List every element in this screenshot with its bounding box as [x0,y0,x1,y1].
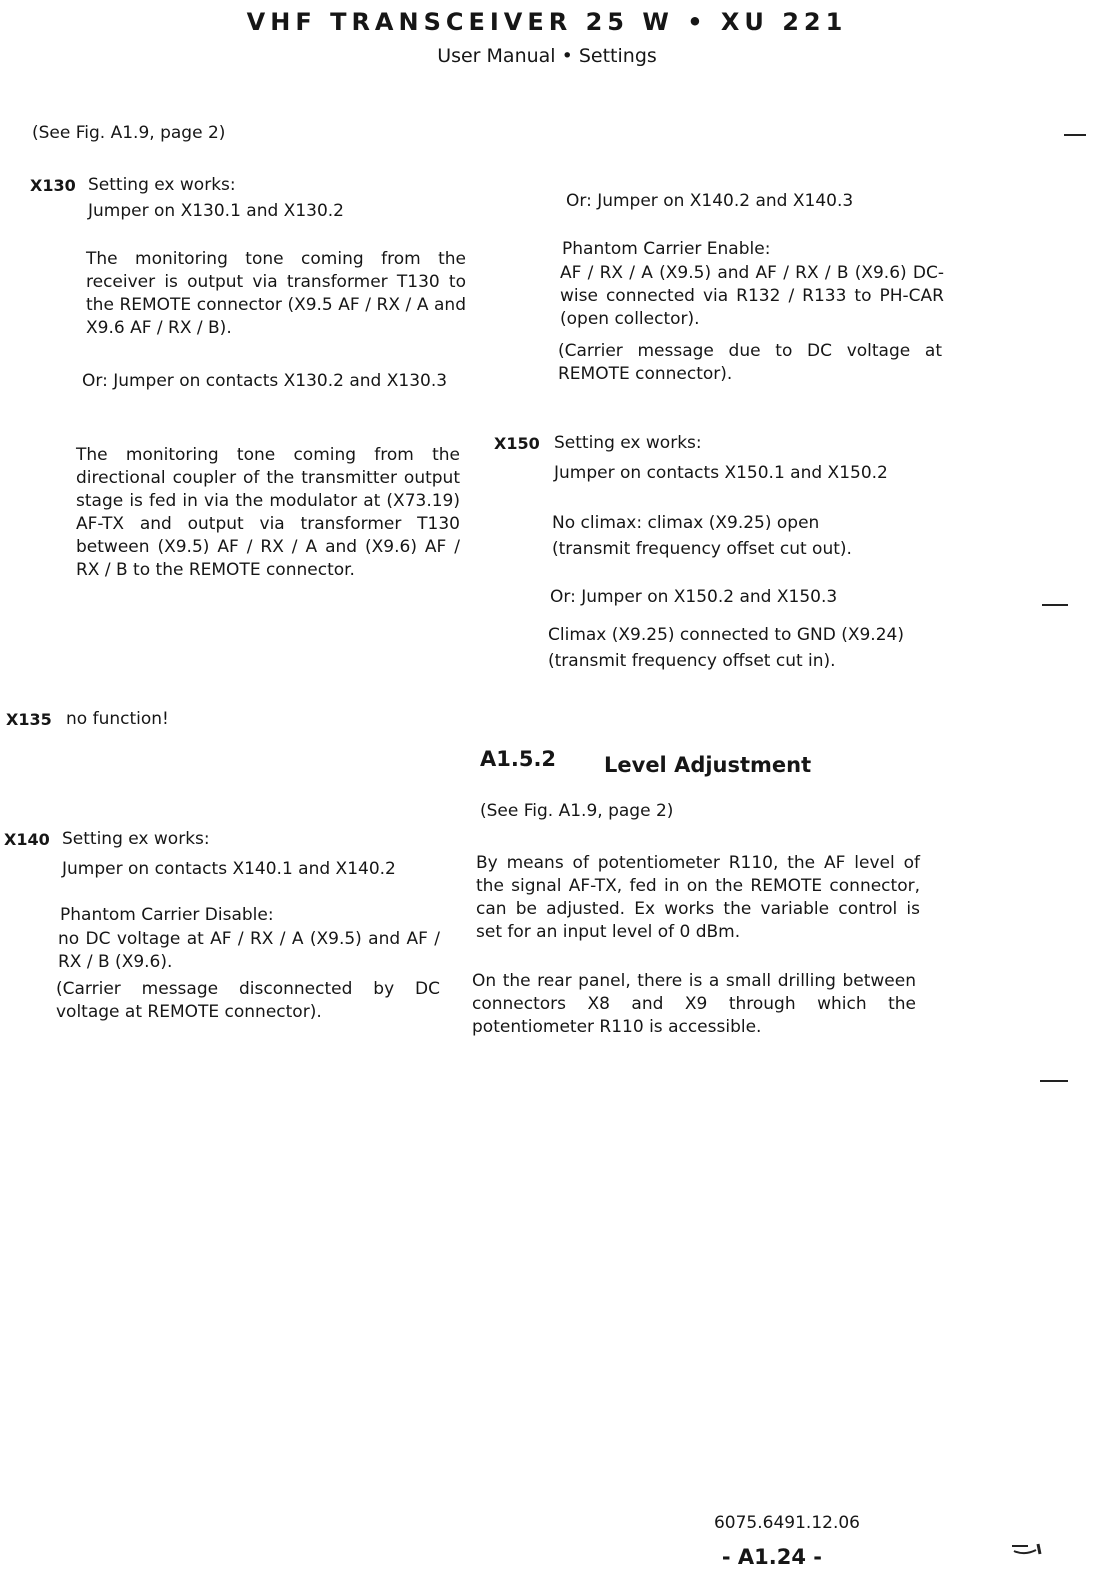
x140-phantom-enable-head: Phantom Carrier Enable: [562,239,771,259]
x130-jumper-line: Jumper on X130.1 and X130.2 [88,201,344,221]
x140-enable-paragraph-1: AF / RX / A (X9.5) and AF / RX / B (X9.6) DC-wise connected via R132 / R133 to PH-CAR (open collector). [560,263,944,329]
x140-phantom-head: Phantom Carrier Disable: [60,905,274,925]
section-paragraph-2: On the rear panel, there is a small drilling between connectors X8 and X9 through which the potentiometer R110 is accessible. [472,971,916,1037]
x150-jumper-line: Jumper on contacts X150.1 and X150.2 [554,463,888,483]
x130-paragraph-2: Or: Jumper on contacts X130.2 and X130.3 [82,371,448,391]
section-title: Level Adjustment [604,753,812,777]
x140-enable-paragraph-2: (Carrier message due to DC voltage at REMOTE connector). [558,341,942,384]
section-paragraph-1: By means of potentiometer R110, the AF level of the signal AF-TX, fed in on the REMOTE connector, can be adjusted. Ex works the variable control is set for an input level of 0 dBm. [476,853,920,942]
x150-paragraph-3b: (transmit frequency offset cut in). [548,651,836,671]
x140-jumper-line: Jumper on contacts X140.1 and X140.2 [62,859,396,879]
x130-tag: X130 [30,176,76,195]
x150-paragraph-1: No climax: climax (X9.25) open [552,513,820,533]
corner-mark [1010,1540,1044,1554]
document-subtitle: User Manual • Settings [437,45,657,67]
x130-paragraph-3: The monitoring tone coming from the directional coupler of the transmitter output stage is fed in via the modulator at (X73.19) AF-TX and output via transformer T130 between (X9.5) AF / RX / A and (X9.6) AF / RX / B to the REMOTE connector. [76,445,460,580]
section-number: A1.5.2 [480,747,557,771]
x140-setting-line: Setting ex works: [62,829,210,849]
x150-setting-line: Setting ex works: [554,433,702,453]
x140-paragraph-2: (Carrier message disconnected by DC voltage at REMOTE connector). [56,979,440,1022]
left-intro: (See Fig. A1.9, page 2) [32,123,226,143]
x150-paragraph-2: Or: Jumper on X150.2 and X150.3 [550,587,838,607]
x135-text: no function! [66,709,169,729]
x140-or-line: Or: Jumper on X140.2 and X140.3 [566,191,854,211]
margin-mark [1064,134,1086,136]
x140-tag: X140 [4,830,50,849]
x135-tag: X135 [6,710,52,729]
document-title: VHF TRANSCEIVER 25 W • XU 221 [246,8,848,36]
x150-paragraph-3: Climax (X9.25) connected to GND (X9.24) [548,625,904,645]
x130-paragraph-1: The monitoring tone coming from the receiver is output via transformer T130 to the REMOTE connector (X9.5 AF / RX / A and X9.6 AF / RX / B). [86,249,466,338]
x150-paragraph-1b: (transmit frequency offset cut out). [552,539,852,559]
margin-mark [1042,604,1068,606]
document-number: 6075.6491.12.06 [713,1513,860,1533]
page-number: - A1.24 - [721,1545,822,1569]
x140-paragraph-1: no DC voltage at AF / RX / A (X9.5) and AF / RX / B (X9.6). [58,929,440,972]
section-intro: (See Fig. A1.9, page 2) [480,801,674,821]
x150-tag: X150 [494,434,540,453]
x130-setting-line: Setting ex works: [88,175,236,195]
margin-mark [1040,1080,1068,1082]
